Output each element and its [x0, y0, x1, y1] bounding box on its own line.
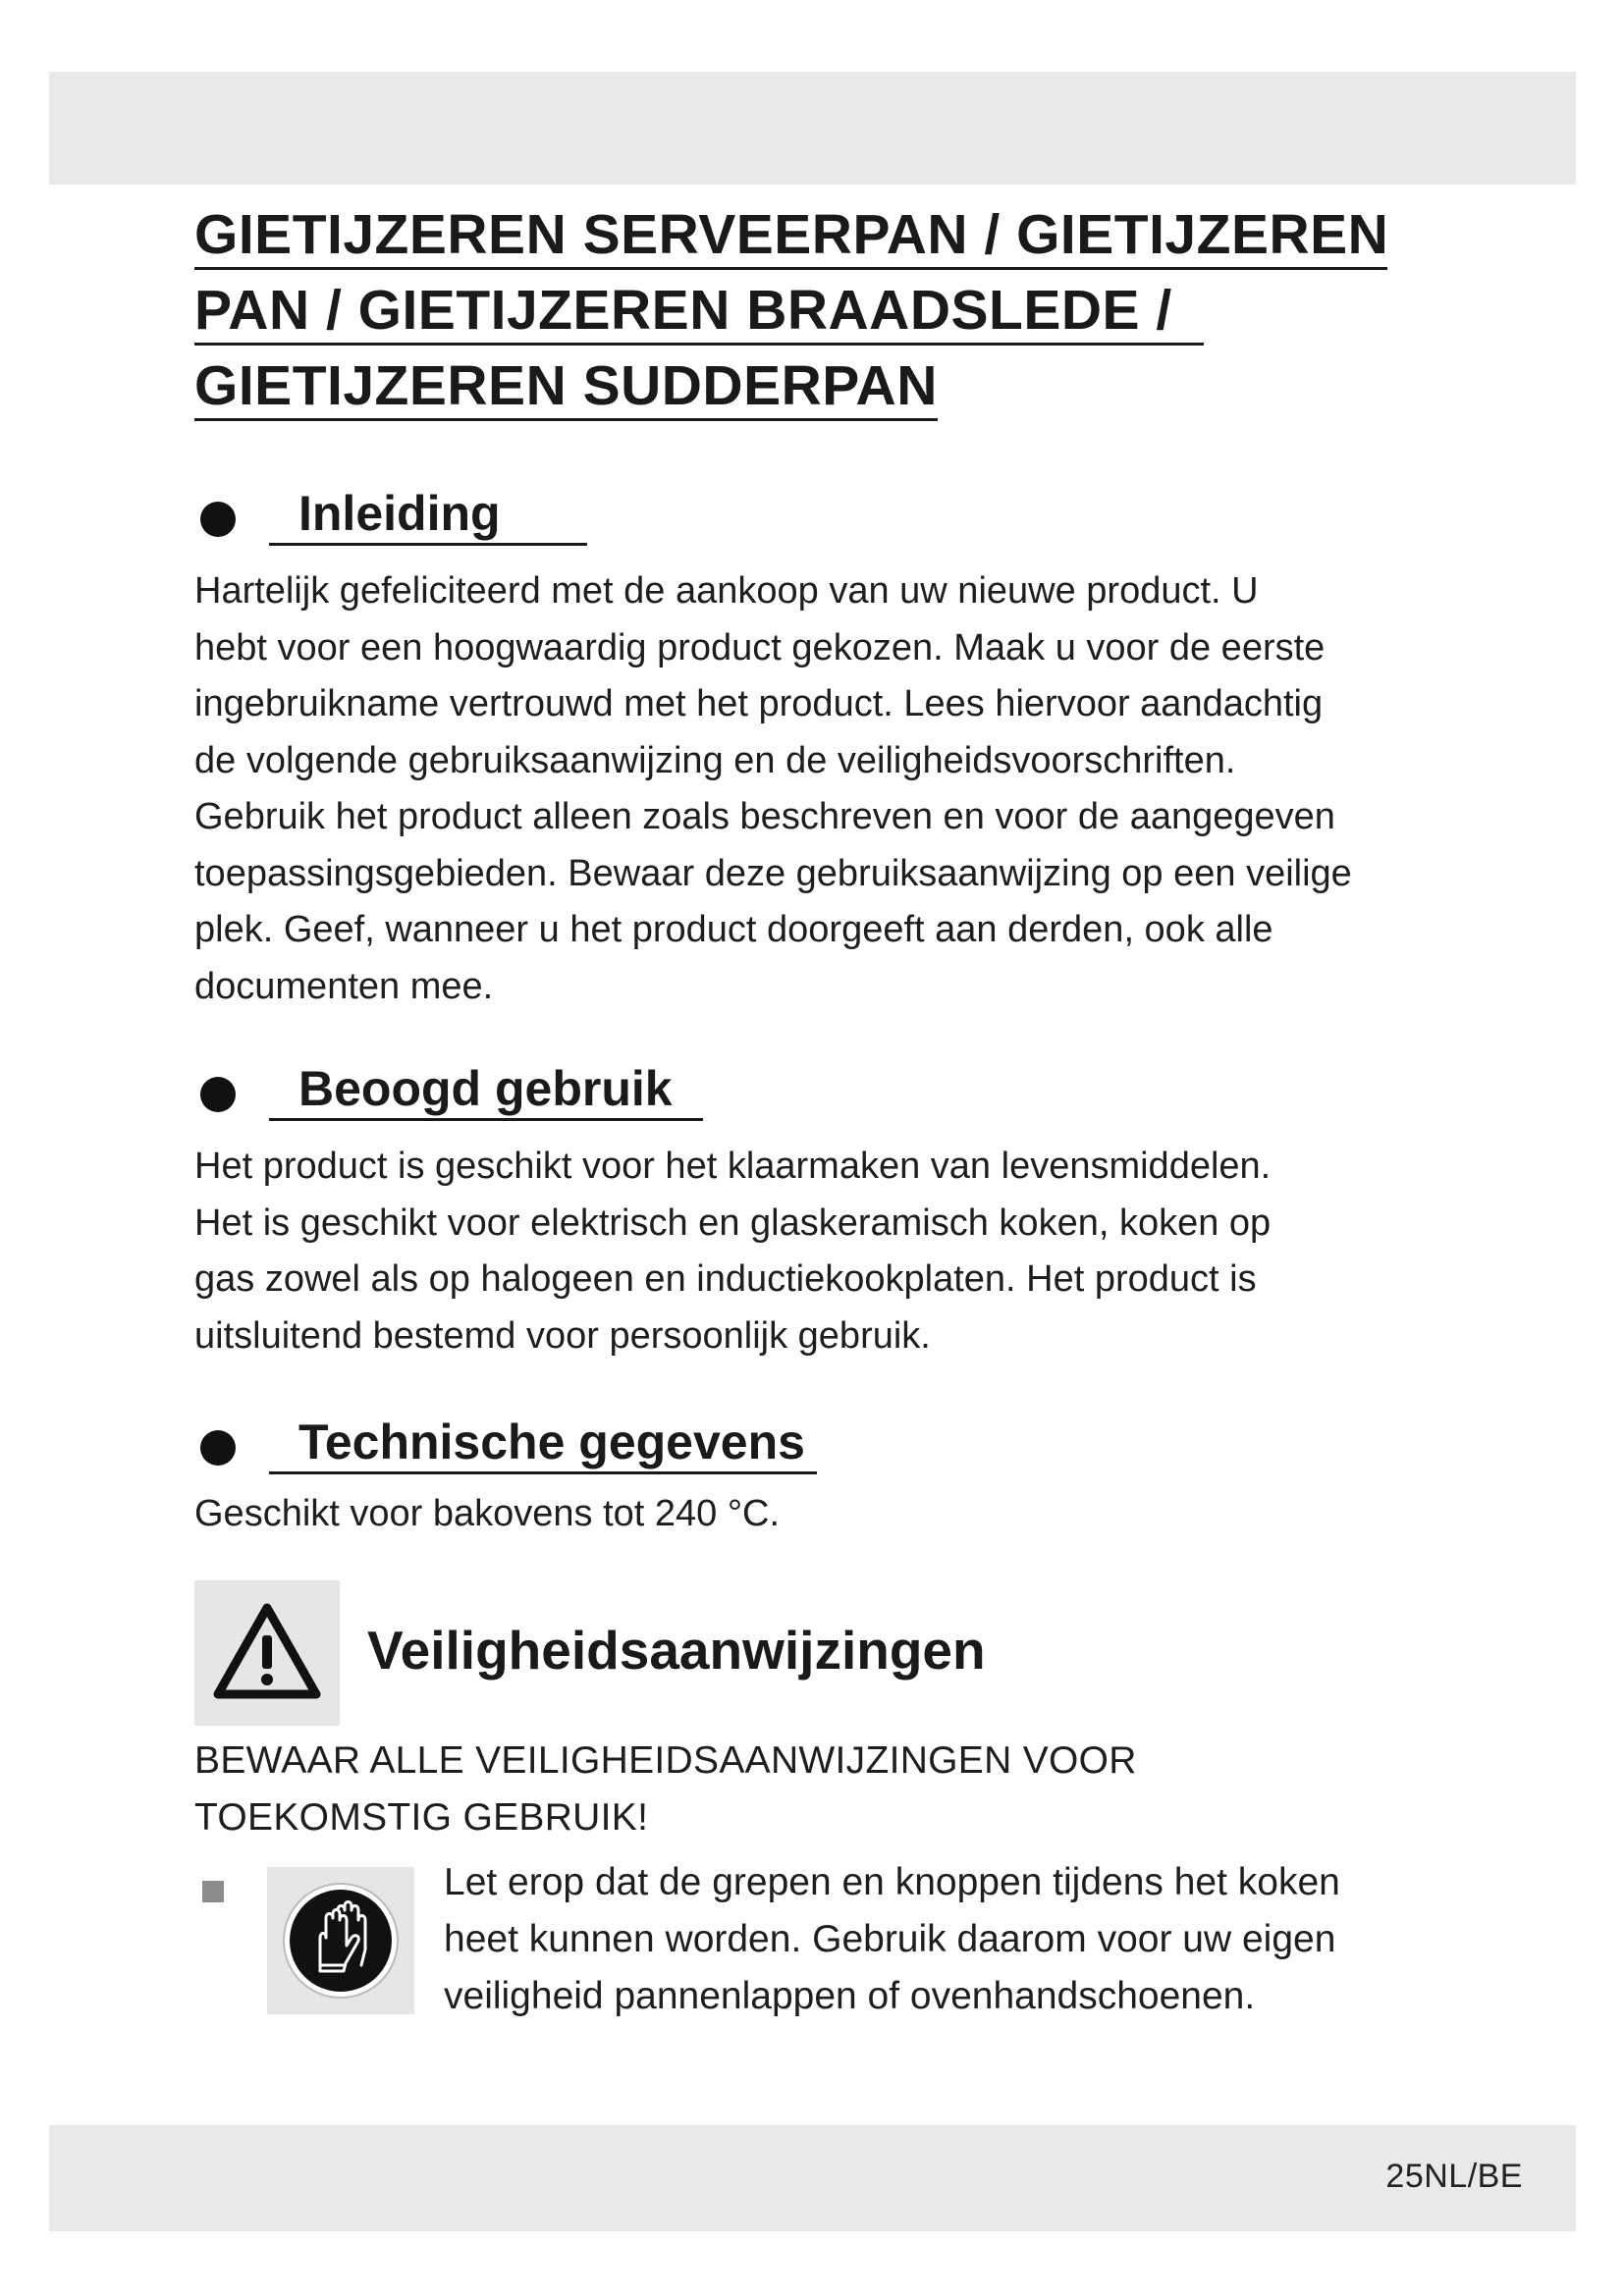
footer-band — [49, 2125, 1576, 2231]
text-line: de volgende gebruiksaanwijzing en de veiligheidsvoorschriften. — [194, 739, 1236, 781]
bullet-icon — [200, 1430, 236, 1466]
text-line: toepassingsgebieden. Bewaar deze gebruiksaanwijzing op een veilige — [194, 852, 1352, 894]
safety-notice — [194, 1733, 1137, 1846]
text-line: documenten mee. — [194, 965, 494, 1007]
safety-heading: Veiligheidsaanwijzingen — [367, 1620, 986, 1681]
header-band — [49, 72, 1576, 185]
text-line: gas zowel als op halogeen en inductiekookplaten. Het product is — [194, 1258, 1257, 1300]
intro-paragraph — [194, 563, 1451, 1015]
section-title-use: Beoogd gebruik — [269, 1059, 703, 1121]
section-title-intro: Inleiding — [269, 484, 587, 546]
title-line: GIETIJZEREN SUDDERPAN — [194, 355, 938, 421]
text-line: uitsluitend bestemd voor persoonlijk gebruik. — [194, 1314, 931, 1357]
text-line: plek. Geef, wanneer u het product doorgeeft aan derden, ook alle — [194, 909, 1273, 950]
text-line: Hartelijk gefeliciteerd met de aankoop van uw nieuwe product. U — [194, 570, 1259, 612]
square-bullet-icon — [202, 1881, 224, 1902]
text-line: BEWAAR ALLE VEILIGHEIDSAANWIJZINGEN VOOR — [194, 1739, 1137, 1782]
text-line: TOEKOMSTIG GEBRUIK! — [194, 1796, 649, 1839]
text-line: Geschikt voor bakovens tot 240 °C. — [194, 1493, 781, 1534]
page-number: 25NL/BE — [1385, 2158, 1523, 2195]
text-line: Gebruik het product alleen zoals beschreven en voor de aangegeven — [194, 796, 1335, 837]
text-line: hebt voor een hoogwaardig product gekozen. Maak u voor de eerste — [194, 626, 1326, 668]
tech-paragraph — [194, 1486, 1451, 1543]
section-title-tech: Technische gegevens — [269, 1413, 817, 1474]
warning-sign-box — [194, 1580, 340, 1726]
text-line: Let erop dat de grepen en knoppen tijdens het koken — [444, 1861, 1340, 1903]
bullet-icon — [200, 502, 236, 537]
text-line: veiligheid pannenlappen of ovenhandschoenen. — [444, 1975, 1256, 2017]
text-line: ingebruikname vertrouwd met het product. Lees hiervoor aandachtig — [194, 683, 1324, 724]
bullet-icon — [200, 1077, 236, 1112]
use-paragraph — [194, 1139, 1451, 1364]
text-line: Het is geschikt voor elektrisch en glaskeramisch koken, koken op — [194, 1201, 1272, 1244]
safety-item-text — [444, 1854, 1340, 2025]
warning-triangle-icon — [212, 1602, 322, 1700]
gloves-sign-box — [267, 1867, 414, 2014]
title-line: PAN / GIETIJZEREN BRAADSLEDE / — [194, 280, 1204, 346]
text-line: Het product is geschikt voor het klaarmaken van levensmiddelen. — [194, 1146, 1272, 1187]
text-line: heet kunnen worden. Gebruik daarom voor uw eigen — [444, 1918, 1336, 1960]
oven-gloves-icon — [281, 1881, 401, 2001]
title-line: GIETIJZEREN SERVEERPAN / GIETIJZEREN — [194, 204, 1387, 270]
document-title — [194, 204, 1432, 431]
